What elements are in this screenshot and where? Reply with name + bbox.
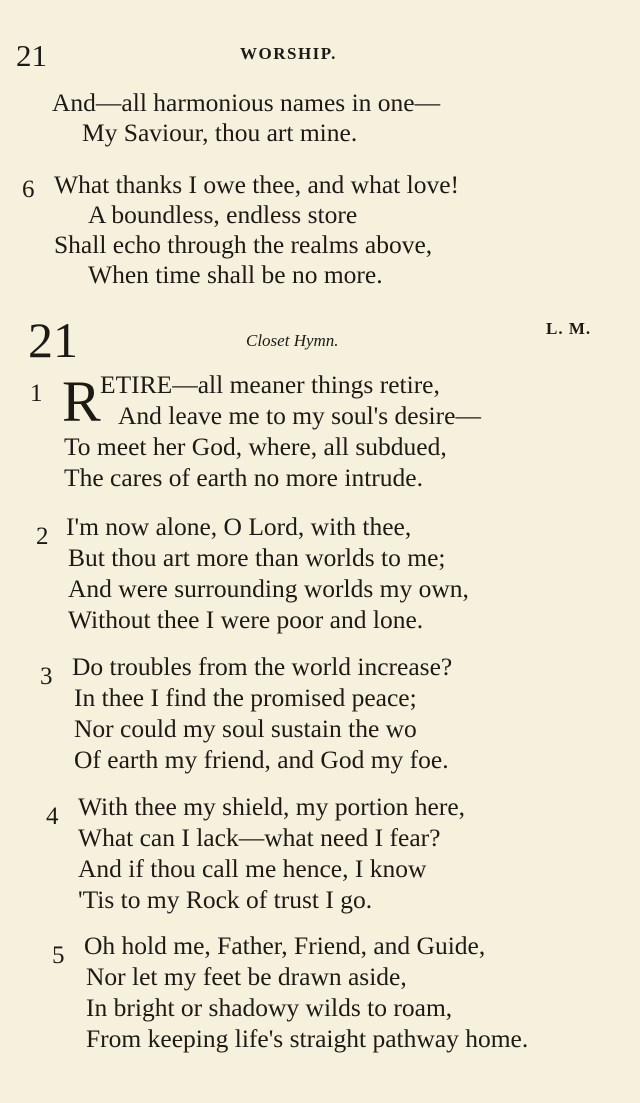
- verse-line: And if thou call me hence, I know: [78, 854, 427, 883]
- verse-line: When time shall be no more.: [88, 260, 383, 289]
- stanza-number: 4: [46, 803, 59, 830]
- verse-line: Nor could my soul sustain the wo: [74, 714, 417, 743]
- drop-cap: R: [62, 369, 101, 434]
- verse-line: My Saviour, thou art mine.: [82, 118, 358, 147]
- verse-line: I'm now alone, O Lord, with thee,: [66, 512, 412, 541]
- verse-line: 'Tis to my Rock of trust I go.: [78, 885, 373, 914]
- hymn-title: Closet Hymn.: [246, 331, 339, 350]
- stanza-number: 6: [22, 176, 35, 203]
- verse-line: Nor let my feet be drawn aside,: [86, 962, 407, 991]
- verse-line: Oh hold me, Father, Friend, and Guide,: [84, 931, 486, 960]
- stanza-number: 2: [36, 523, 49, 550]
- verse-line: Shall echo through the realms above,: [54, 230, 433, 259]
- verse-line: The cares of earth no more intrude.: [64, 463, 423, 492]
- verse-line: But thou art more than worlds to me;: [68, 543, 446, 572]
- stanza-number: 3: [40, 663, 53, 690]
- verse-line: And—all harmonious names in one—: [52, 88, 441, 117]
- verse-line: ETIRE—all meaner things retire,: [100, 370, 440, 399]
- verse-line: In bright or shadowy wilds to roam,: [86, 993, 453, 1022]
- verse-line: In thee I find the promised peace;: [74, 683, 417, 712]
- verse-line: Do troubles from the world increase?: [72, 652, 453, 681]
- hymn-meter: L. M.: [546, 319, 592, 338]
- verse-line: A boundless, endless store: [88, 200, 358, 229]
- verse-line: And leave me to my soul's desire—: [118, 401, 481, 430]
- verse-line: What can I lack—what need I fear?: [78, 823, 441, 852]
- stanza-number: 5: [52, 942, 65, 969]
- hymn-number: 21: [28, 312, 78, 368]
- verse-line: Without thee I were poor and lone.: [68, 605, 424, 634]
- verse-line: And were surrounding worlds my own,: [68, 574, 469, 603]
- verse-line: To meet her God, where, all subdued,: [64, 432, 447, 461]
- verse-line: From keeping life's straight pathway home.: [86, 1024, 529, 1053]
- verse-line: Of earth my friend, and God my foe.: [74, 745, 449, 774]
- page-number: 21: [16, 38, 47, 73]
- verse-line: What thanks I owe thee, and what love!: [54, 170, 460, 199]
- running-head: WORSHIP.: [240, 44, 337, 63]
- stanza-number: 1: [30, 380, 43, 407]
- verse-line: With thee my shield, my portion here,: [78, 792, 466, 821]
